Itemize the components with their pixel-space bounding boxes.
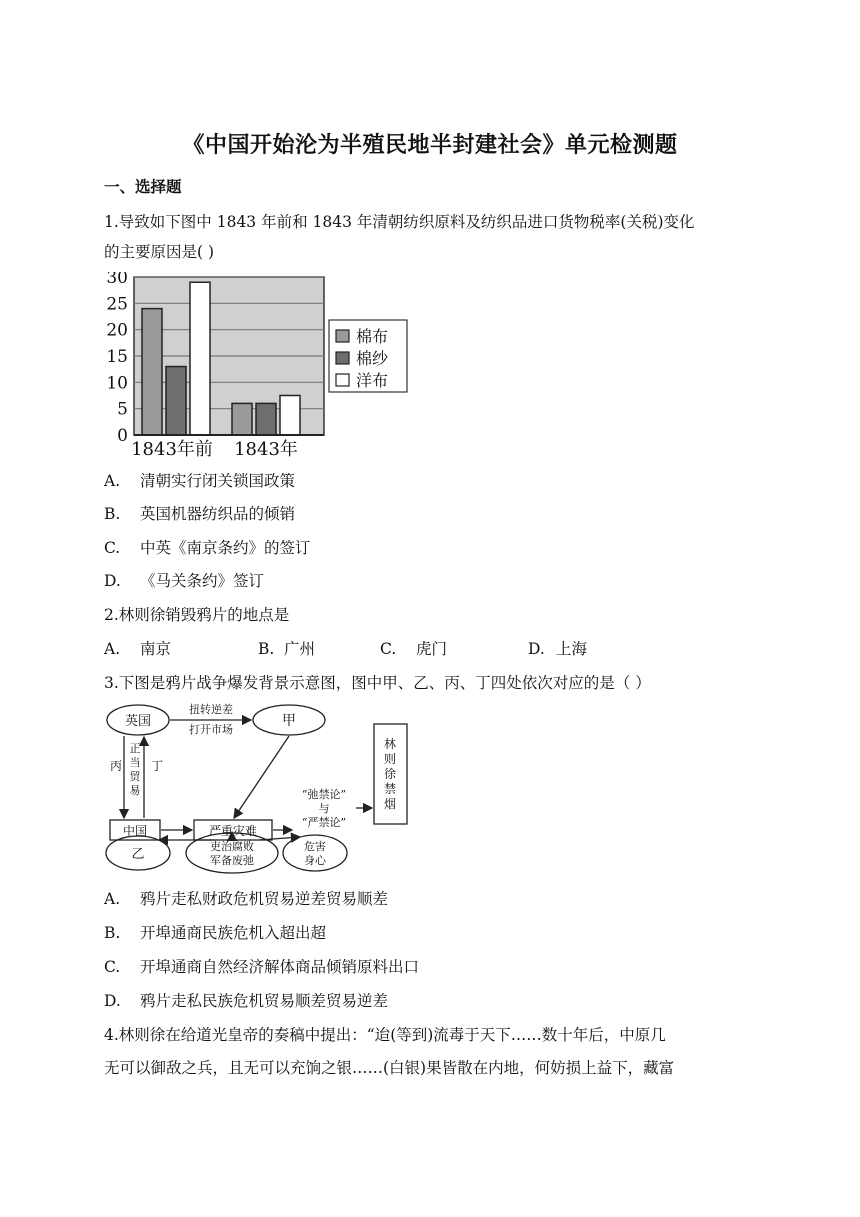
chart-y-ticks — [106, 272, 128, 446]
q3-option-c[interactable] — [104, 956, 764, 978]
britain-label: 英国 — [124, 714, 152, 729]
legend-swatch — [336, 352, 349, 364]
legitimate-trade-char: 正 — [129, 742, 141, 755]
crisis-label: 严重灾难 — [208, 824, 258, 838]
option-item: 自然经济解体 — [202, 958, 296, 976]
legend-label: 棉布 — [356, 327, 389, 346]
option-label: B. — [258, 640, 275, 658]
legend-label: 洋布 — [356, 371, 389, 390]
question-3: 3.下图是鸦片战争爆发背景示意图，图中甲、乙、丙、丁四处依次对应的是（ ） — [104, 674, 651, 692]
x-tick-label: 1843年 — [234, 439, 298, 460]
debate-label-1: “弛禁论” — [301, 788, 347, 801]
bing-label: 丙 — [110, 759, 123, 773]
y-tick-label: 30 — [106, 272, 128, 288]
option-text: 广州 — [284, 640, 316, 658]
option-item: 开埠通商 — [140, 958, 203, 976]
option-item: 原料出口 — [357, 958, 420, 976]
q2-options-row — [104, 638, 764, 660]
option-label: A. — [104, 890, 121, 908]
ding-label: 丁 — [151, 759, 164, 773]
corruption-label-2: 军备废弛 — [210, 854, 254, 867]
option-label: C. — [104, 958, 121, 976]
q1-option-c[interactable] — [104, 537, 764, 559]
option-item: 民族危机 — [202, 924, 265, 942]
option-text: 清朝实行闭关锁国政策 — [140, 472, 296, 490]
q3-option-b[interactable] — [104, 922, 764, 944]
bar — [232, 403, 252, 435]
question-1-line-1: 1.导致如下图中 1843 年前和 1843 年清朝纺织原料及纺织品进口货物税率(关税)变化 — [104, 213, 695, 231]
legend-swatch — [336, 374, 349, 386]
option-text: 《马关条约》签订 — [140, 572, 265, 590]
legitimate-trade-char: 易 — [129, 784, 141, 797]
question-1-line-2: 的主要原因是( ) — [104, 243, 215, 261]
option-label: A. — [104, 472, 121, 490]
option-item: 贸易逆差 — [264, 890, 327, 908]
arrow-label-1: 扭转逆差 — [189, 703, 233, 716]
q2-option-c[interactable] — [380, 638, 528, 660]
arrow-label-2: 打开市场 — [189, 723, 233, 736]
option-item: 贸易逆差 — [326, 992, 389, 1010]
option-label: B. — [104, 924, 121, 942]
lin-label-char: 徐 — [383, 767, 397, 781]
question-4-line-1: 4.林则徐在给道光皇帝的奏稿中提出：“迨(等到)流毒于天下……数十年后，中原几 — [104, 1026, 666, 1044]
option-item: 鸦片走私 — [140, 890, 203, 908]
legend-label: 棉纱 — [356, 349, 389, 368]
harm-label-2: 身心 — [304, 854, 326, 867]
option-text: 虎门 — [416, 640, 448, 658]
y-tick-label: 15 — [106, 347, 128, 367]
q3-option-a[interactable] — [104, 888, 764, 910]
question-2: 2.林则徐销毁鸦片的地点是 — [104, 606, 290, 624]
y-tick-label: 0 — [117, 426, 128, 446]
option-item: 民族危机 — [202, 992, 265, 1010]
option-text: 中英《南京条约》的签订 — [140, 539, 311, 557]
y-tick-label: 5 — [117, 399, 128, 420]
q2-option-b[interactable] — [258, 638, 380, 660]
q1-option-d[interactable] — [104, 570, 764, 592]
arrow-jia-crisis — [234, 736, 289, 818]
legitimate-trade-char: 当 — [129, 756, 141, 769]
q1-option-a[interactable] — [104, 470, 764, 492]
option-item: 开埠通商 — [140, 924, 203, 942]
debate-label-2: 与 — [318, 802, 330, 815]
option-item: 财政危机 — [202, 890, 265, 908]
option-label: B. — [104, 505, 121, 523]
option-label: A. — [104, 640, 121, 658]
bar — [190, 282, 210, 435]
option-label: C. — [104, 539, 121, 557]
tariff-bar-chart — [104, 272, 414, 462]
option-item: 贸易顺差 — [326, 890, 389, 908]
y-tick-label: 25 — [106, 294, 128, 315]
debate-label-3: “严禁论” — [301, 816, 347, 829]
bar — [280, 396, 300, 436]
option-item: 入超 — [264, 924, 296, 942]
y-tick-label: 10 — [106, 373, 128, 394]
yi-label: 乙 — [131, 847, 145, 862]
option-item: 商品倾销 — [295, 958, 358, 976]
option-text: 英国机器纺织品的倾销 — [140, 505, 296, 523]
y-tick-label: 20 — [106, 320, 128, 341]
jia-label: 甲 — [282, 713, 296, 729]
lin-label-char: 烟 — [383, 797, 397, 811]
option-text: 南京 — [140, 640, 172, 658]
option-item: 贸易顺差 — [264, 992, 327, 1010]
option-label: D. — [104, 572, 121, 590]
option-label: D. — [528, 640, 545, 658]
question-4-line-2: 无可以御敌之兵，且无可以充饷之银……(白银)果皆散在内地，何妨损上益下，藏富 — [104, 1059, 675, 1077]
option-item: 鸦片走私 — [140, 992, 203, 1010]
q2-option-a[interactable] — [104, 638, 224, 660]
x-tick-label: 1843年前 — [131, 439, 213, 460]
lin-label-char: 林 — [383, 737, 397, 751]
q3-option-d[interactable] — [104, 990, 764, 1012]
section-heading: 一、选择题 — [104, 178, 182, 196]
legitimate-trade-char: 贸 — [129, 770, 141, 783]
opium-war-background-diagram — [104, 700, 414, 880]
option-text: 上海 — [556, 640, 588, 658]
option-item: 出超 — [295, 924, 327, 942]
legend-swatch — [336, 330, 349, 342]
document-title: 《中国开始沦为半殖民地半封建社会》单元检测题 — [182, 133, 678, 158]
lin-label-char: 则 — [383, 752, 397, 766]
harm-label-1: 危害 — [304, 840, 326, 853]
corruption-label-1: 吏治腐败 — [210, 840, 254, 853]
option-label: D. — [104, 992, 121, 1010]
china-label: 中国 — [122, 824, 148, 838]
bar — [256, 403, 276, 435]
lin-label-char: 禁 — [383, 782, 397, 796]
q2-option-d[interactable] — [528, 638, 587, 660]
option-label: C. — [380, 640, 397, 658]
chart-x-labels — [131, 438, 298, 460]
bar — [166, 367, 186, 435]
bar — [142, 309, 162, 435]
q1-option-b[interactable] — [104, 503, 764, 525]
